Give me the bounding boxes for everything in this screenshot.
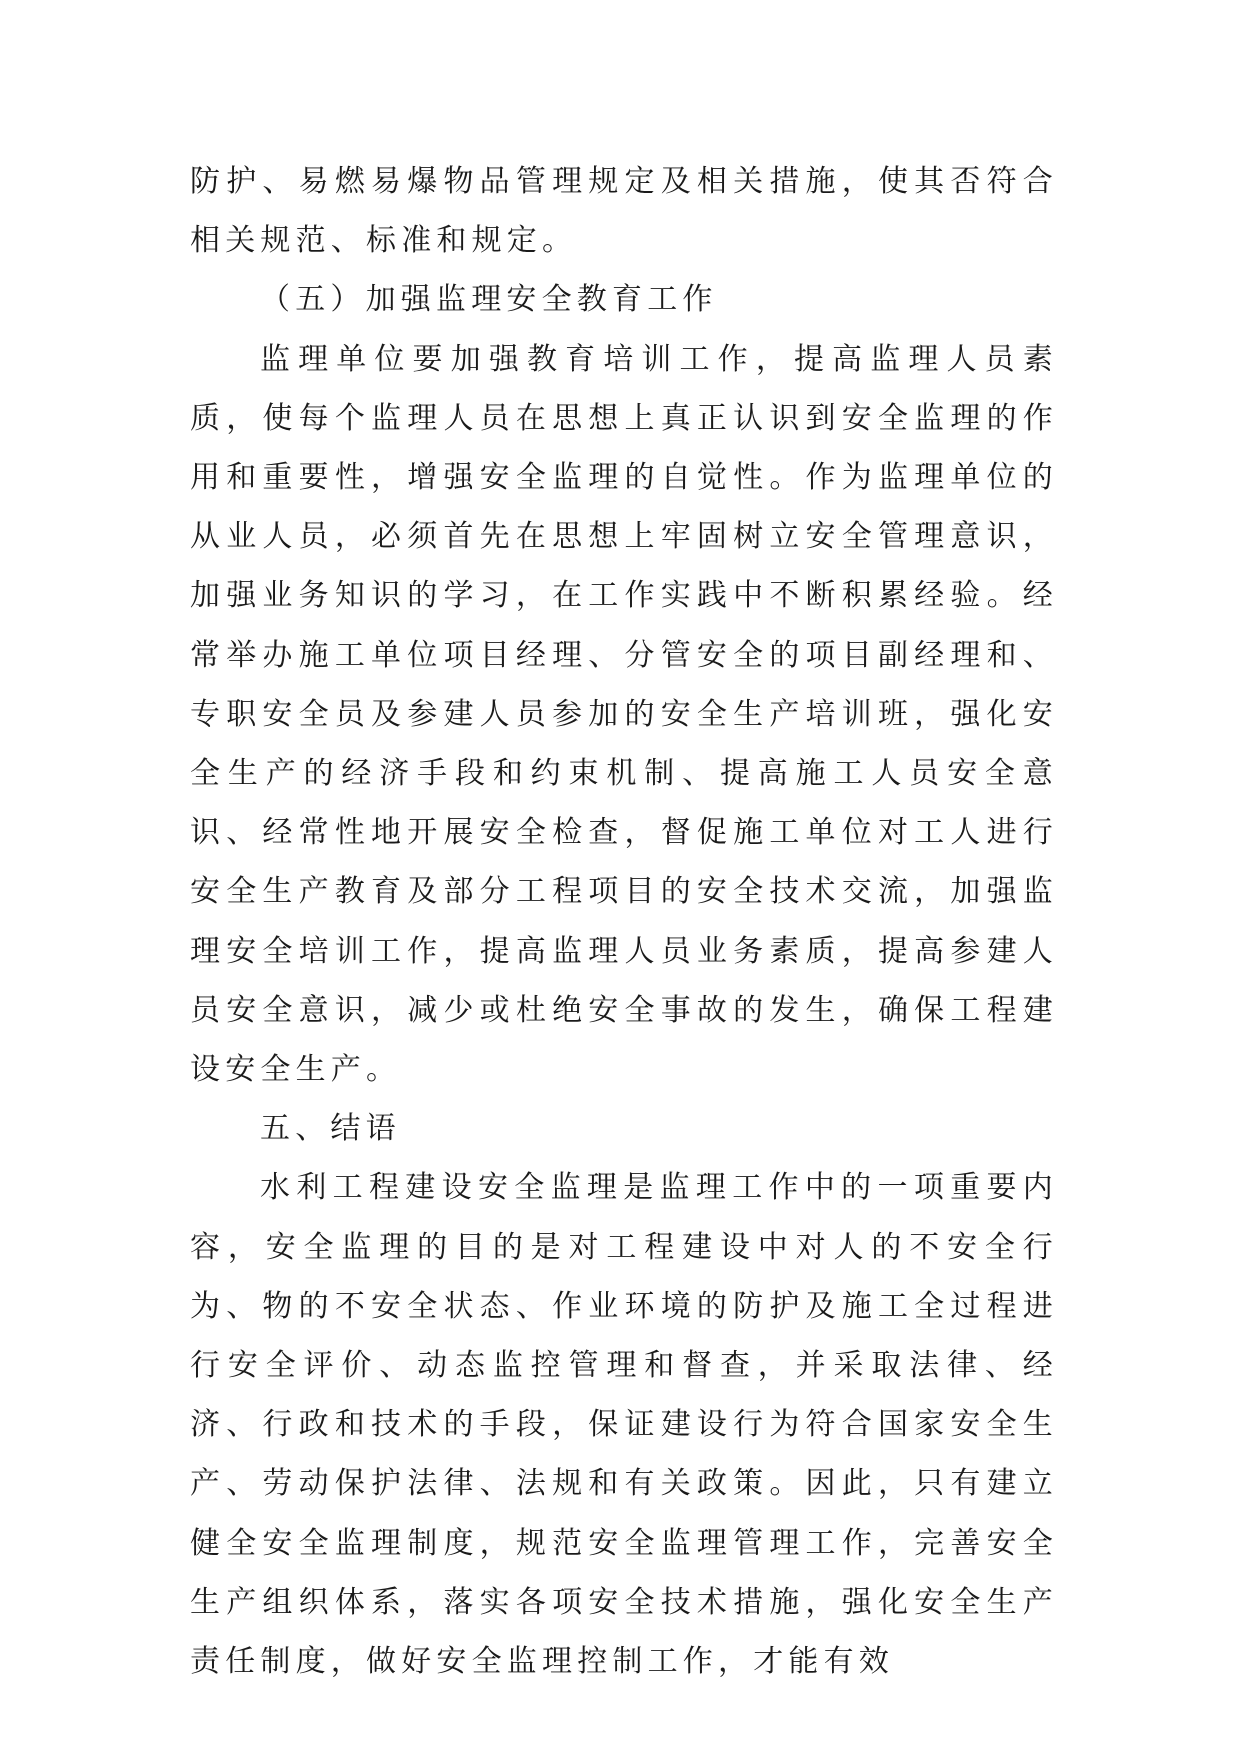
paragraph-continued: 防护、易燃易爆物品管理规定及相关措施，使其否符合相关规范、标准和规定。 [190, 164, 1058, 259]
subsection-heading: （五）加强监理安全教育工作 [260, 282, 718, 318]
section-heading: 五、结语 [260, 1111, 401, 1147]
document-body [190, 152, 1058, 1691]
paragraph-education: 监理单位要加强教育培训工作，提高监理人员素质，使每个监理人员在思想上真正认识到安全监理的作用和重要性，增强安全监理的自觉性。作为监理单位的从业人员，必须首先在思想上牢固树立安全管理意识，加强业务知识的学习，在工作实践中不断积累经验。经常举办施工单位项目经理、分管安全的项目副经理和、专职安全员及参建人员参加的安全生产培训班，强化安全生产的经济手段和约束机制、提高施工人员安全意识、经常性地开展安全检查，督促施工单位对工人进行安全生产教育及部分工程项目的安全技术交流，加强监理安全培训工作，提高监理人员业务素质，提高参建人员安全意识，减少或杜绝安全事故的发生，确保工程建设安全生产。 [190, 341, 1058, 1088]
paragraph-conclusion: 水利工程建设安全监理是监理工作中的一项重要内容，安全监理的目的是对工程建设中对人的不安全行为、物的不安全状态、作业环境的防护及施工全过程进行安全评价、动态监控管理和督查，并采取法律、经济、行政和技术的手段，保证建设行为符合国家安全生产、劳动保护法律、法规和有关政策。因此，只有建立健全安全监理制度，规范安全监理管理工作，完善安全生产组织体系，落实各项安全技术措施，强化安全生产责任制度，做好安全监理控制工作，才能有效 [190, 1170, 1058, 1680]
